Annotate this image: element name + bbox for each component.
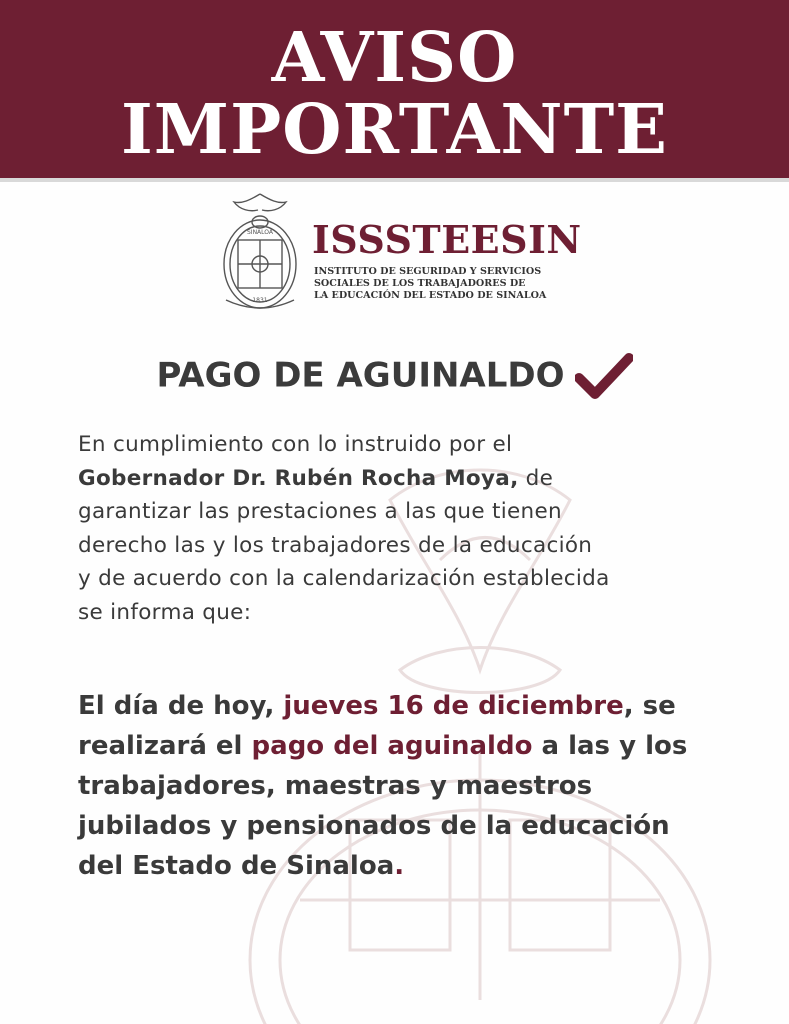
checkmark-icon [575, 352, 633, 402]
organization-subtitle-line: SOCIALES DE LOS TRABAJADORES DE [314, 278, 526, 289]
text-run: del Estado de Sinaloa [78, 851, 395, 881]
announcement-line [78, 686, 748, 726]
announcement-line: trabajadores, maestras y maestros [78, 771, 593, 801]
payment-concept: pago del aguinaldo [251, 731, 533, 761]
text-run: El día de hoy, [78, 691, 284, 721]
banner-title-line2: IMPORTANTE [121, 90, 668, 170]
announcement-line [78, 726, 748, 766]
banner-title-line1: AVISO [271, 18, 518, 98]
organization-subtitle-line: LA EDUCACIÓN DEL ESTADO DE SINALOA [314, 290, 547, 301]
organization-subtitle-line: INSTITUTO DE SEGURIDAD Y SERVICIOS [314, 266, 542, 277]
heading-title: PAGO DE AGUINALDO [156, 355, 565, 396]
intro-line [78, 462, 738, 496]
sinaloa-seal-icon [220, 190, 300, 316]
payment-date: jueves 16 de diciembre [283, 691, 624, 721]
announcement-paragraph [78, 686, 748, 886]
governor-name: Gobernador Dr. Rubén Rocha Moya, [78, 465, 519, 491]
intro-line: garantizar las prestaciones a las que tienen [78, 499, 562, 524]
organization-subtitle [314, 266, 584, 302]
organization-name: ISSSTEESIN [312, 217, 582, 262]
intro-line-rest: de [518, 465, 554, 491]
announcement-line [78, 846, 748, 886]
institution-logo [220, 190, 600, 316]
notice-heading [0, 352, 789, 402]
intro-line: se informa que: [78, 599, 252, 625]
seal-year-text: 1831 [252, 297, 268, 304]
header-banner [0, 0, 789, 178]
intro-line: En cumplimiento con lo instruido por el [78, 432, 513, 457]
text-run: a las y los [532, 731, 688, 761]
seal-top-text: SINALOA [246, 229, 274, 236]
text-run: , se [623, 691, 676, 721]
text-run: realizará el [78, 731, 252, 761]
header-divider [0, 178, 789, 182]
intro-line: derecho las y los trabajadores de la educación [78, 532, 593, 558]
announcement-line: jubilados y pensionados de la educación [78, 811, 670, 841]
text-run: . [394, 851, 405, 881]
intro-paragraph [78, 428, 738, 629]
intro-line: y de acuerdo con la calendarización establecida [78, 566, 610, 591]
